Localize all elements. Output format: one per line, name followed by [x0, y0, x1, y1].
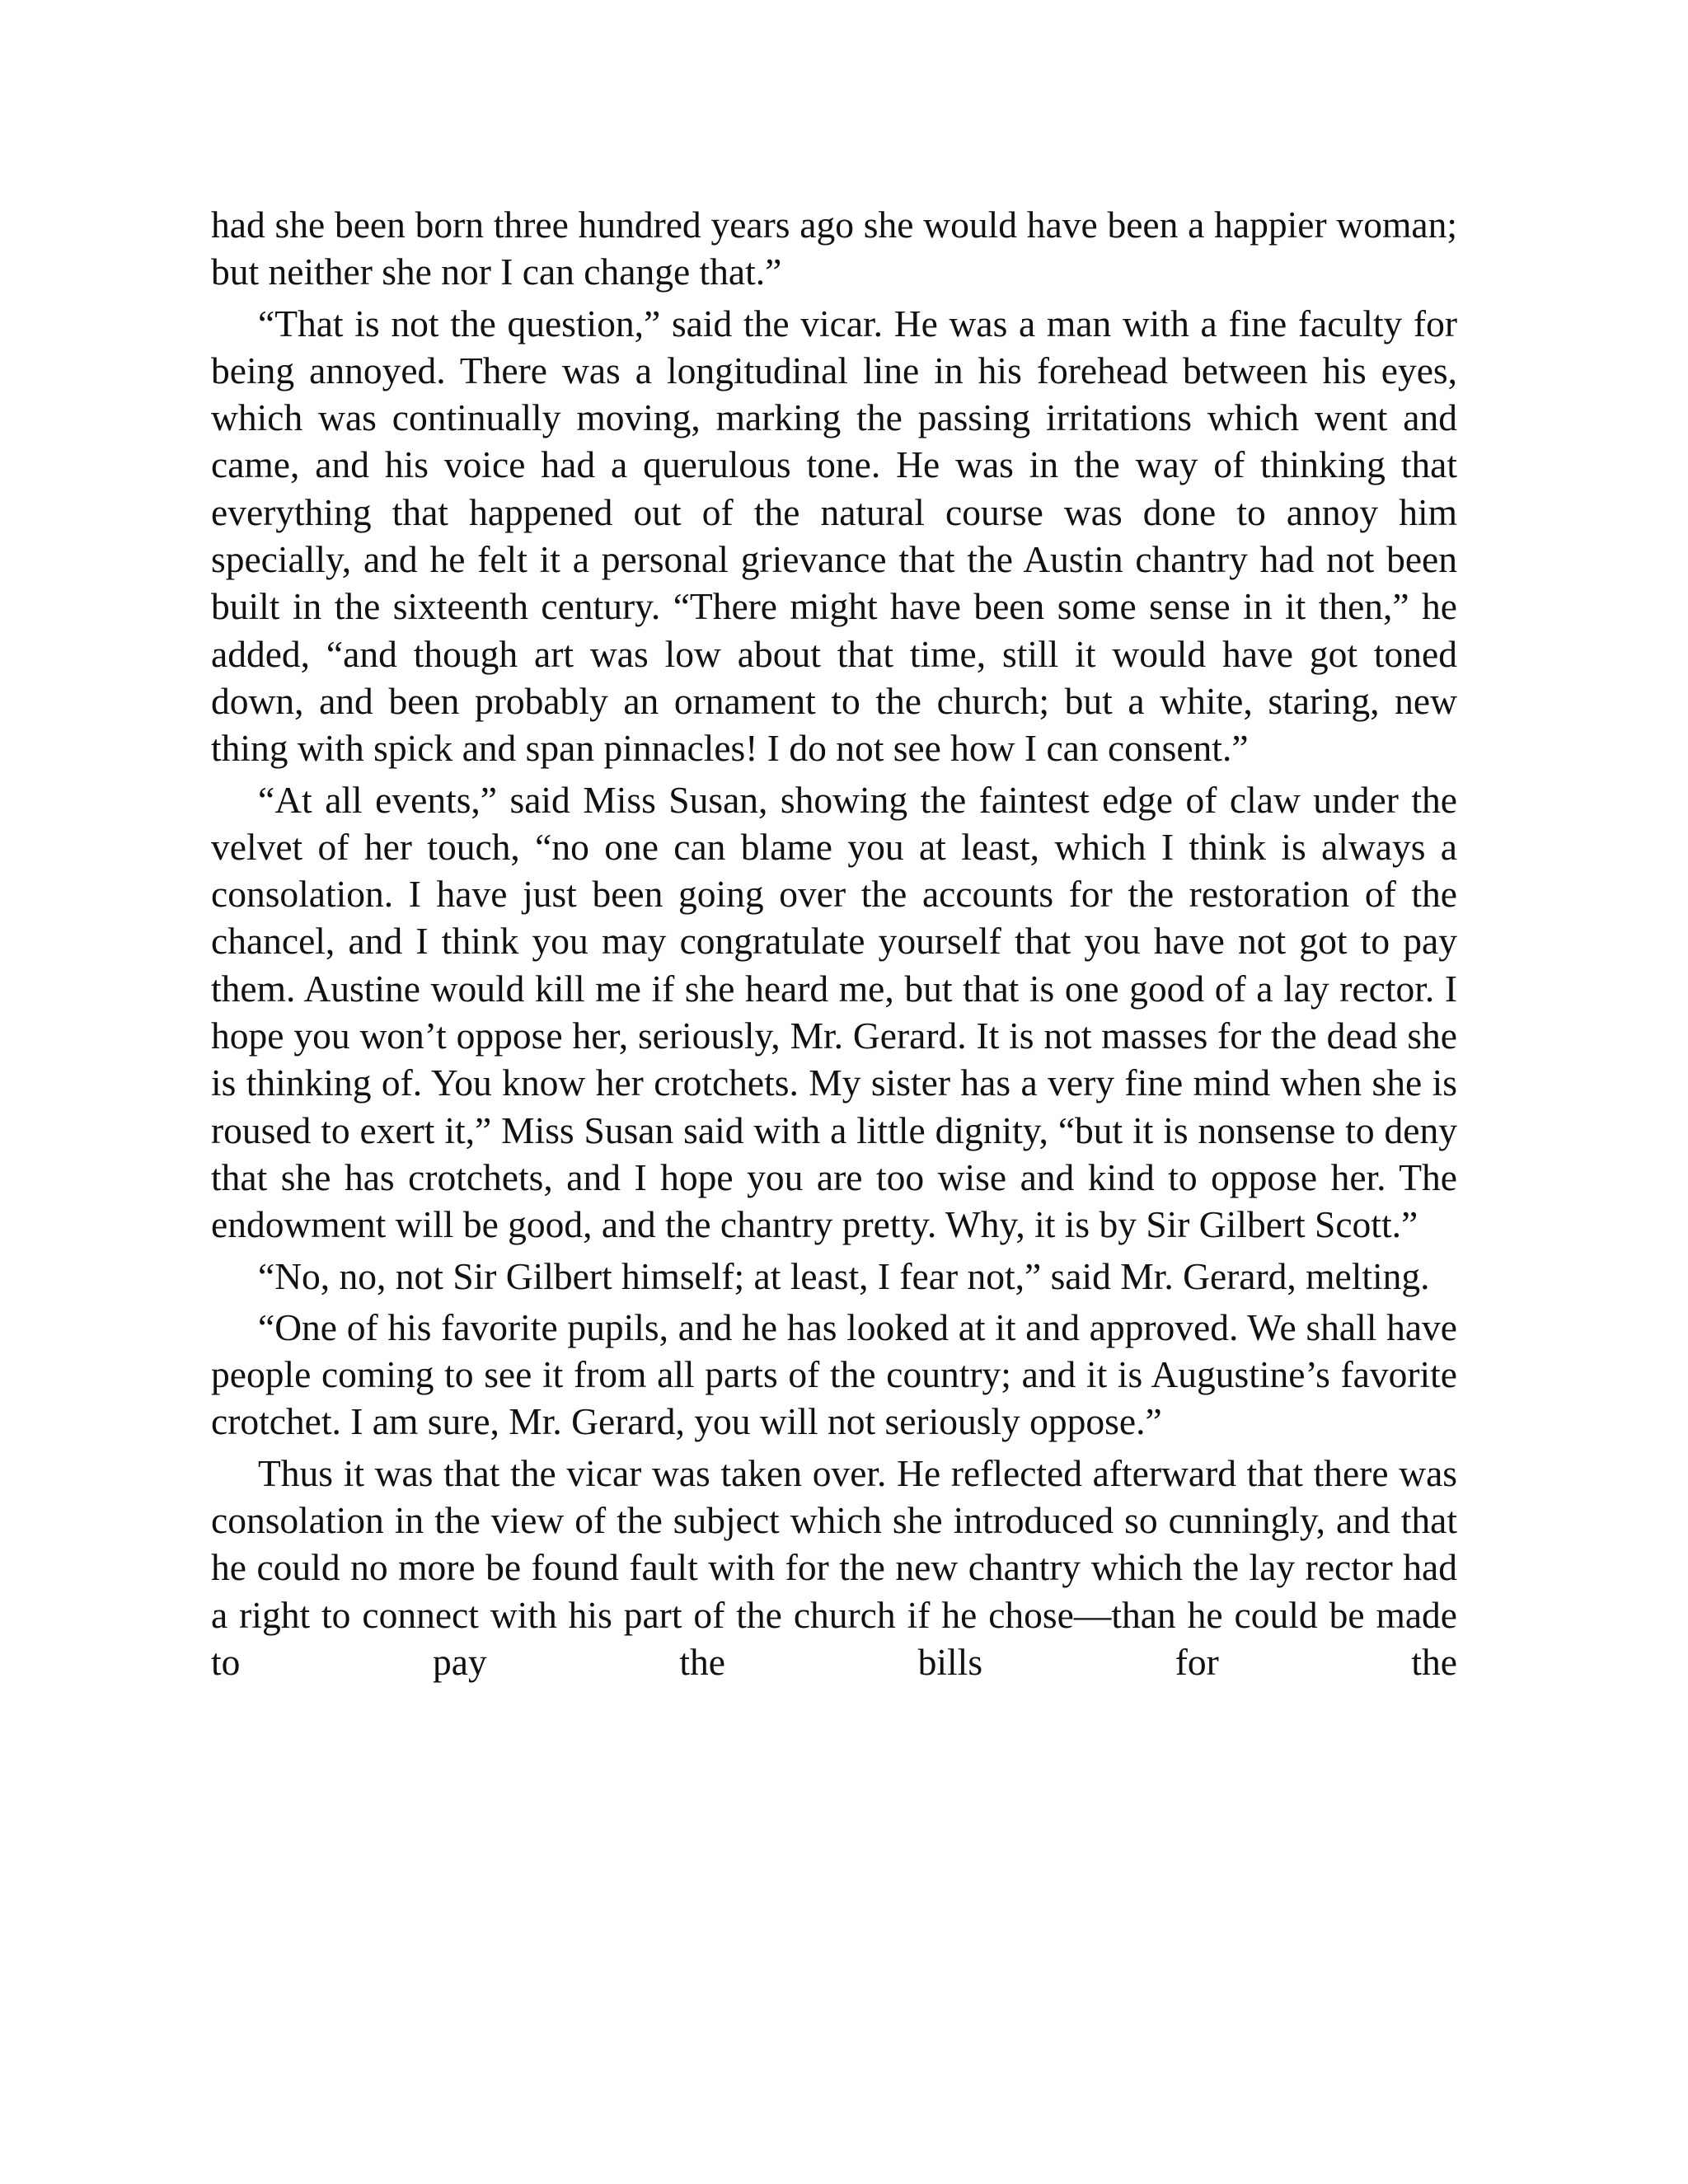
paragraph-continuation: had she been born three hundred years ago she would have been a happier woman; but neither she nor I can change that.”	[211, 204, 1457, 293]
paragraph-mr-gerard: “No, no, not Sir Gilbert himself; at least, I fear not,” said Mr. Gerard, melting.	[258, 1254, 1430, 1297]
paragraph-vicar-reply: “That is not the question,” said the vicar. He was a man with a fine faculty for being annoyed. There was a longitudinal line in his forehead between his eyes, which was continually moving, marking the passing irritations which went and came, and his voice had a querulous tone. He was in the way of thinking that everything that happened out of the natural course was done to annoy him specially, and he felt it a personal grievance that the Austin chantry had not been built in the sixteenth century. “There might have been some sense in it then,” he added, “and though art was low about that time, still it would have got toned down, and been probably an ornament to the church; but a white, staring, new thing with spick and span pinnacles! I do not see how I can consent.”	[211, 302, 1457, 770]
paragraph-favorite-pupils: “One of his favorite pupils, and he has looked at it and approved. We shall have people coming to see it from all parts of the country; and it is Augustine’s favorite crotchet. I am sure, Mr. Gerard, you will not seriously oppose.”	[211, 1305, 1457, 1443]
paragraph-miss-susan: “At all events,” said Miss Susan, showing the faintest edge of claw under the velvet of her touch, “no one can blame you at least, which I think is always a consolation. I have just been going over the accounts for the restoration of the chancel, and I think you may congratulate yourself that you have not got to pay them. Austine would kill me if she heard me, but that is one good of a lay rector. I hope you won’t oppose her, seriously, Mr. Gerard. It is not masses for the dead she is thinking of. You know her crotchets. My sister has a very fine mind when she is roused to exert it,” Miss Susan said with a little dignity, “but it is nonsense to deny that she has crotchets, and I hope you are too wise and kind to oppose her. The endowment will be good, and the chantry pretty. Why, it is by Sir Gilbert Scott.”	[211, 778, 1457, 1246]
page-body-text	[211, 201, 1457, 1690]
paragraph-vicar-taken-over: Thus it was that the vicar was taken over. He reflected afterward that there was consolation in the view of the subject which she introduced so cunningly, and that he could no more be found fault with for the new chantry which the lay rector had a right to connect with his part of the church if he chose—than he could be made to pay the bills for the	[211, 1451, 1457, 1683]
